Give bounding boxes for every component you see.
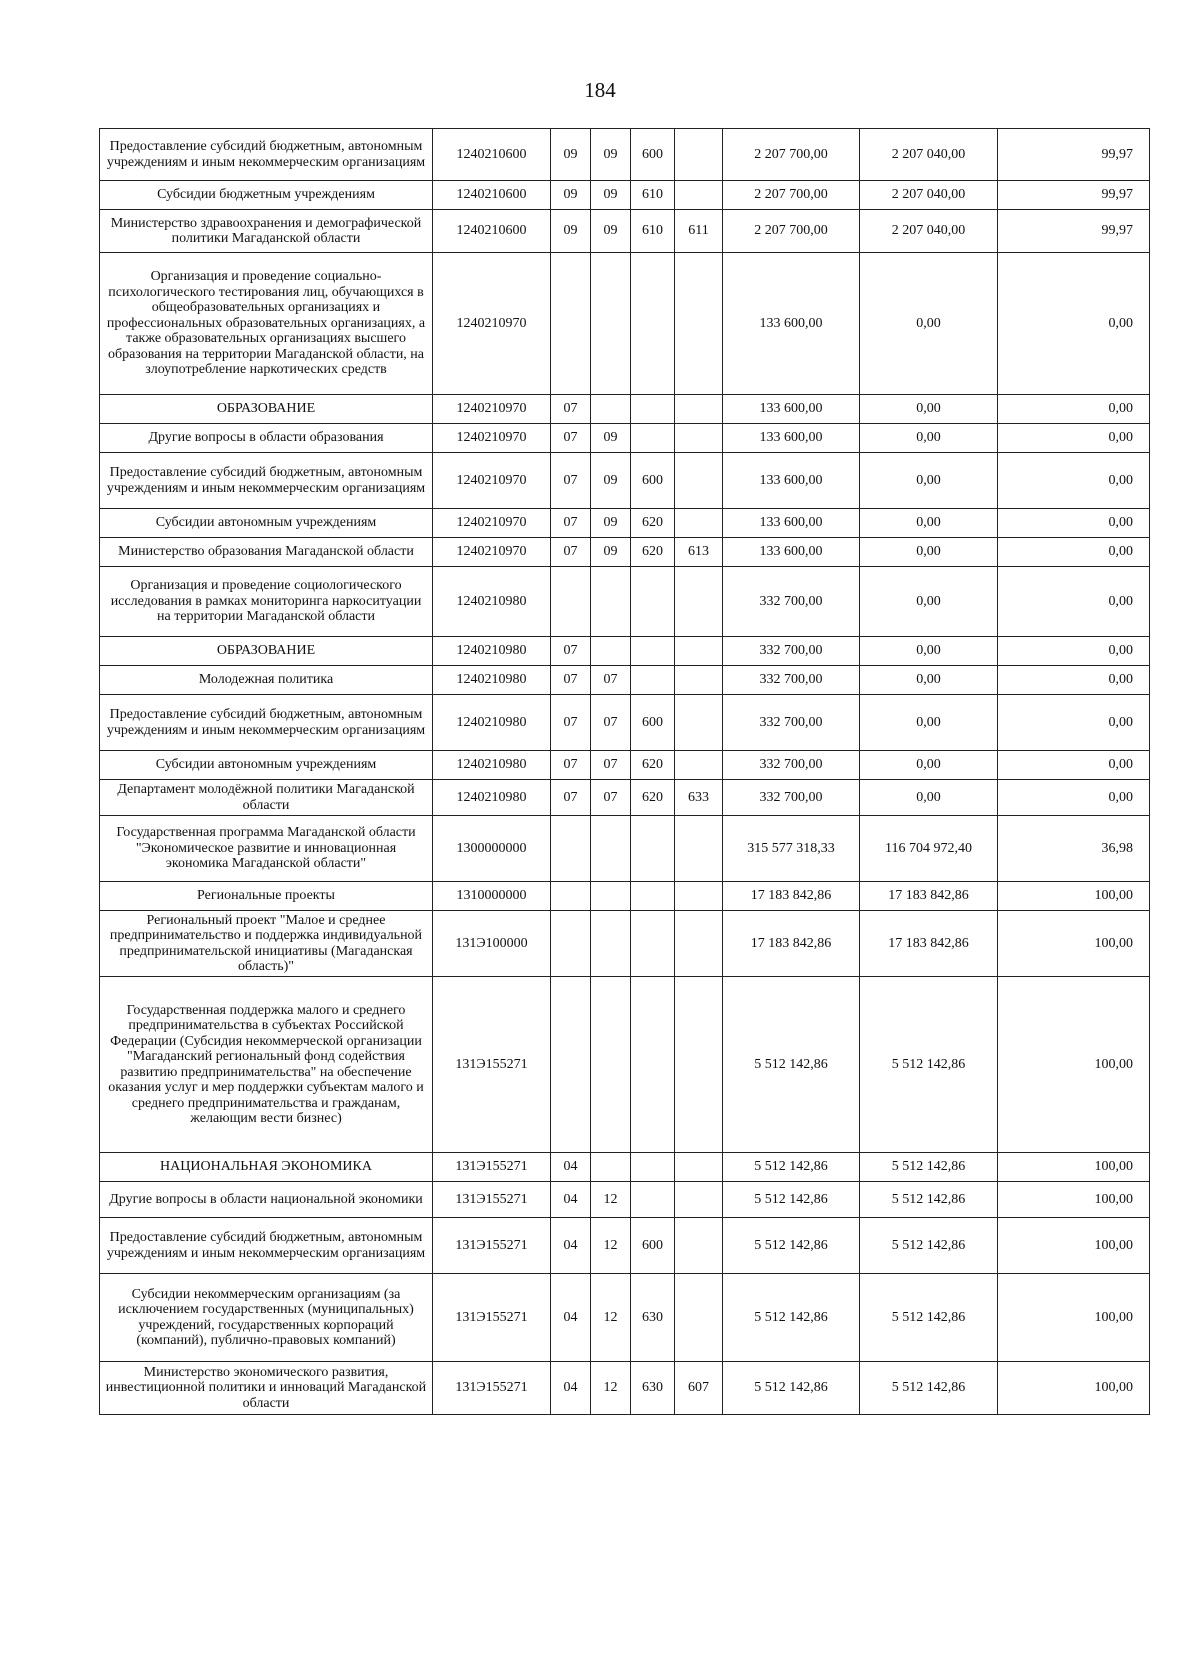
row-planned-amount-cell: 133 600,00 [723,424,860,453]
row-subsection-cell: 09 [591,129,631,181]
table-row [100,666,1150,695]
row-section-cell: 07 [551,453,591,509]
row-subsection-cell [591,977,631,1153]
table-row [100,695,1150,751]
row-ministry-code-cell [675,253,723,395]
table-row [100,395,1150,424]
row-name-cell: Департамент молодёжной политики Магаданской области [100,780,433,816]
table-row [100,210,1150,253]
row-name-cell: Региональный проект "Малое и среднее предпринимательство и поддержка индивидуальной предпринимательской инициативы (Магаданская область)" [100,911,433,977]
row-expense-type-cell [631,424,675,453]
row-percent-cell: 0,00 [998,695,1150,751]
row-subsection-cell: 12 [591,1182,631,1218]
table-row [100,1182,1150,1218]
row-name-cell: Предоставление субсидий бюджетным, автономным учреждениям и иным некоммерческим организациям [100,695,433,751]
row-code-cell: 1240210980 [433,666,551,695]
row-percent-cell: 99,97 [998,181,1150,210]
row-planned-amount-cell: 133 600,00 [723,509,860,538]
row-expense-type-cell [631,666,675,695]
row-section-cell: 09 [551,181,591,210]
row-name-cell: ОБРАЗОВАНИЕ [100,395,433,424]
row-expense-type-cell [631,816,675,882]
row-section-cell [551,911,591,977]
row-percent-cell: 0,00 [998,509,1150,538]
row-percent-cell: 0,00 [998,395,1150,424]
row-subsection-cell: 07 [591,751,631,780]
table-row [100,129,1150,181]
row-section-cell [551,977,591,1153]
row-percent-cell: 0,00 [998,751,1150,780]
row-subsection-cell [591,882,631,911]
row-subsection-cell [591,816,631,882]
row-expense-type-cell: 620 [631,751,675,780]
row-name-cell: Министерство экономического развития, инвестиционной политики и инноваций Магаданской области [100,1362,433,1415]
row-expense-type-cell [631,1182,675,1218]
row-ministry-code-cell [675,567,723,637]
row-actual-amount-cell: 0,00 [860,637,998,666]
row-actual-amount-cell: 5 512 142,86 [860,1362,998,1415]
row-section-cell [551,882,591,911]
row-actual-amount-cell: 5 512 142,86 [860,1182,998,1218]
row-actual-amount-cell: 5 512 142,86 [860,1218,998,1274]
row-ministry-code-cell [675,1182,723,1218]
row-ministry-code-cell [675,509,723,538]
row-section-cell [551,567,591,637]
row-expense-type-cell [631,882,675,911]
row-section-cell [551,253,591,395]
row-subsection-cell: 07 [591,695,631,751]
row-section-cell: 07 [551,509,591,538]
row-code-cell: 1240210980 [433,751,551,780]
row-section-cell: 07 [551,780,591,816]
row-code-cell: 131Э155271 [433,977,551,1153]
row-planned-amount-cell: 332 700,00 [723,751,860,780]
row-subsection-cell: 07 [591,780,631,816]
row-percent-cell: 0,00 [998,567,1150,637]
row-code-cell: 1310000000 [433,882,551,911]
row-ministry-code-cell [675,395,723,424]
row-subsection-cell [591,567,631,637]
row-name-cell: Предоставление субсидий бюджетным, автономным учреждениям и иным некоммерческим организациям [100,453,433,509]
row-name-cell: Субсидии автономным учреждениям [100,509,433,538]
row-planned-amount-cell: 332 700,00 [723,567,860,637]
row-percent-cell: 0,00 [998,424,1150,453]
row-expense-type-cell: 610 [631,210,675,253]
row-actual-amount-cell: 5 512 142,86 [860,1274,998,1362]
row-expense-type-cell: 600 [631,1218,675,1274]
row-percent-cell: 99,97 [998,210,1150,253]
row-code-cell: 131Э155271 [433,1218,551,1274]
row-percent-cell: 0,00 [998,538,1150,567]
table-row [100,509,1150,538]
row-subsection-cell [591,395,631,424]
row-ministry-code-cell [675,1218,723,1274]
row-percent-cell: 0,00 [998,253,1150,395]
row-section-cell: 09 [551,210,591,253]
row-ministry-code-cell [675,637,723,666]
row-code-cell: 1240210980 [433,567,551,637]
row-actual-amount-cell: 0,00 [860,253,998,395]
row-code-cell: 1240210600 [433,181,551,210]
row-planned-amount-cell: 5 512 142,86 [723,977,860,1153]
row-percent-cell: 100,00 [998,1182,1150,1218]
row-planned-amount-cell: 5 512 142,86 [723,1218,860,1274]
table-row [100,751,1150,780]
row-ministry-code-cell [675,1153,723,1182]
row-code-cell: 1240210970 [433,424,551,453]
row-actual-amount-cell: 5 512 142,86 [860,977,998,1153]
row-actual-amount-cell: 0,00 [860,395,998,424]
row-actual-amount-cell: 2 207 040,00 [860,129,998,181]
row-section-cell: 07 [551,751,591,780]
row-planned-amount-cell: 5 512 142,86 [723,1153,860,1182]
row-section-cell: 04 [551,1182,591,1218]
row-planned-amount-cell: 133 600,00 [723,538,860,567]
row-actual-amount-cell: 0,00 [860,567,998,637]
row-percent-cell: 0,00 [998,780,1150,816]
row-ministry-code-cell: 607 [675,1362,723,1415]
table-body [100,129,1150,1415]
row-name-cell: Субсидии бюджетным учреждениям [100,181,433,210]
row-planned-amount-cell: 2 207 700,00 [723,181,860,210]
row-code-cell: 1240210970 [433,453,551,509]
row-actual-amount-cell: 17 183 842,86 [860,911,998,977]
row-expense-type-cell: 620 [631,538,675,567]
row-subsection-cell: 12 [591,1218,631,1274]
row-expense-type-cell [631,253,675,395]
row-expense-type-cell: 610 [631,181,675,210]
row-planned-amount-cell: 332 700,00 [723,695,860,751]
table-row [100,181,1150,210]
row-actual-amount-cell: 0,00 [860,695,998,751]
table-row [100,977,1150,1153]
row-section-cell: 07 [551,695,591,751]
row-percent-cell: 100,00 [998,1153,1150,1182]
row-planned-amount-cell: 17 183 842,86 [723,911,860,977]
row-subsection-cell [591,911,631,977]
row-subsection-cell: 09 [591,509,631,538]
table-row [100,1153,1150,1182]
row-ministry-code-cell [675,424,723,453]
row-section-cell: 04 [551,1362,591,1415]
row-expense-type-cell: 630 [631,1274,675,1362]
row-actual-amount-cell: 0,00 [860,666,998,695]
row-actual-amount-cell: 0,00 [860,453,998,509]
row-code-cell: 131Э155271 [433,1153,551,1182]
row-subsection-cell: 09 [591,453,631,509]
row-name-cell: Субсидии некоммерческим организациям (за исключением государственных (муниципальных) учреждений, государственных корпораций (компаний), публично-правовых компаний) [100,1274,433,1362]
row-section-cell: 07 [551,395,591,424]
table-row [100,453,1150,509]
table-row [100,253,1150,395]
row-ministry-code-cell [675,666,723,695]
table-row [100,816,1150,882]
row-actual-amount-cell: 2 207 040,00 [860,210,998,253]
row-section-cell: 04 [551,1218,591,1274]
row-expense-type-cell: 600 [631,129,675,181]
row-section-cell: 07 [551,637,591,666]
row-actual-amount-cell: 0,00 [860,424,998,453]
row-planned-amount-cell: 2 207 700,00 [723,129,860,181]
table-row [100,911,1150,977]
row-planned-amount-cell: 332 700,00 [723,666,860,695]
row-percent-cell: 0,00 [998,637,1150,666]
row-name-cell: Министерство здравоохранения и демографической политики Магаданской области [100,210,433,253]
row-subsection-cell [591,253,631,395]
row-subsection-cell: 09 [591,181,631,210]
row-code-cell: 1240210980 [433,637,551,666]
row-code-cell: 131Э155271 [433,1362,551,1415]
row-percent-cell: 36,98 [998,816,1150,882]
row-actual-amount-cell: 5 512 142,86 [860,1153,998,1182]
row-actual-amount-cell: 0,00 [860,751,998,780]
row-subsection-cell: 09 [591,424,631,453]
row-name-cell: Министерство образования Магаданской области [100,538,433,567]
row-planned-amount-cell: 5 512 142,86 [723,1182,860,1218]
row-name-cell: Государственная поддержка малого и среднего предпринимательства в субъектах Российской Федерации (Субсидия некоммерческой организации "Магаданский региональный фонд содействия развитию предпринимательства" на обеспечение оказания услуг и мер поддержки субъектам малого и среднего предпринимательства и гражданам, желающим вести бизнес) [100,977,433,1153]
row-planned-amount-cell: 133 600,00 [723,395,860,424]
row-name-cell: Предоставление субсидий бюджетным, автономным учреждениям и иным некоммерческим организациям [100,129,433,181]
row-subsection-cell [591,1153,631,1182]
row-ministry-code-cell [675,453,723,509]
row-name-cell: Организация и проведение социально-психологического тестирования лиц, обучающихся в общеобразовательных организациях и профессиональных образовательных организациях, а также образовательных организациях высшего образования на территории Магаданской области, на злоупотребление наркотических средств [100,253,433,395]
row-ministry-code-cell [675,129,723,181]
row-ministry-code-cell: 613 [675,538,723,567]
row-code-cell: 1240210980 [433,695,551,751]
table-row [100,882,1150,911]
table-row [100,637,1150,666]
row-code-cell: 1240210600 [433,129,551,181]
row-section-cell: 04 [551,1153,591,1182]
table-row [100,538,1150,567]
row-percent-cell: 100,00 [998,882,1150,911]
row-planned-amount-cell: 5 512 142,86 [723,1274,860,1362]
row-ministry-code-cell [675,816,723,882]
table-row [100,567,1150,637]
row-section-cell [551,816,591,882]
row-subsection-cell: 12 [591,1362,631,1415]
budget-execution-table [99,128,1150,1415]
row-planned-amount-cell: 133 600,00 [723,253,860,395]
row-ministry-code-cell: 611 [675,210,723,253]
row-section-cell: 04 [551,1274,591,1362]
row-expense-type-cell: 600 [631,453,675,509]
row-name-cell: ОБРАЗОВАНИЕ [100,637,433,666]
row-ministry-code-cell [675,695,723,751]
row-section-cell: 09 [551,129,591,181]
row-planned-amount-cell: 133 600,00 [723,453,860,509]
row-code-cell: 131Э100000 [433,911,551,977]
row-ministry-code-cell [675,1274,723,1362]
row-percent-cell: 100,00 [998,977,1150,1153]
row-expense-type-cell [631,911,675,977]
page-number: 184 [584,78,616,102]
row-actual-amount-cell: 116 704 972,40 [860,816,998,882]
row-expense-type-cell: 630 [631,1362,675,1415]
row-actual-amount-cell: 0,00 [860,538,998,567]
row-expense-type-cell: 600 [631,695,675,751]
row-name-cell: Молодежная политика [100,666,433,695]
row-name-cell: Субсидии автономным учреждениям [100,751,433,780]
row-subsection-cell: 09 [591,538,631,567]
row-section-cell: 07 [551,538,591,567]
row-section-cell: 07 [551,666,591,695]
row-name-cell: НАЦИОНАЛЬНАЯ ЭКОНОМИКА [100,1153,433,1182]
row-percent-cell: 100,00 [998,1218,1150,1274]
row-percent-cell: 0,00 [998,453,1150,509]
table-row [100,1218,1150,1274]
row-ministry-code-cell: 633 [675,780,723,816]
row-planned-amount-cell: 5 512 142,86 [723,1362,860,1415]
row-subsection-cell: 09 [591,210,631,253]
row-code-cell: 1300000000 [433,816,551,882]
row-code-cell: 1240210970 [433,253,551,395]
row-planned-amount-cell: 315 577 318,33 [723,816,860,882]
row-expense-type-cell [631,567,675,637]
row-expense-type-cell [631,395,675,424]
row-ministry-code-cell [675,751,723,780]
table-row [100,1362,1150,1415]
table-row [100,424,1150,453]
row-expense-type-cell: 620 [631,509,675,538]
row-expense-type-cell [631,637,675,666]
row-planned-amount-cell: 332 700,00 [723,637,860,666]
row-section-cell: 07 [551,424,591,453]
row-percent-cell: 99,97 [998,129,1150,181]
row-name-cell: Другие вопросы в области национальной экономики [100,1182,433,1218]
row-ministry-code-cell [675,882,723,911]
row-percent-cell: 100,00 [998,1274,1150,1362]
row-name-cell: Государственная программа Магаданской области "Экономическое развитие и инновационная экономика Магаданской области" [100,816,433,882]
row-code-cell: 1240210970 [433,538,551,567]
row-percent-cell: 100,00 [998,911,1150,977]
row-actual-amount-cell: 2 207 040,00 [860,181,998,210]
row-code-cell: 1240210600 [433,210,551,253]
row-planned-amount-cell: 332 700,00 [723,780,860,816]
row-planned-amount-cell: 2 207 700,00 [723,210,860,253]
table-row [100,780,1150,816]
row-subsection-cell [591,637,631,666]
row-expense-type-cell [631,977,675,1153]
row-expense-type-cell [631,1153,675,1182]
row-ministry-code-cell [675,911,723,977]
row-name-cell: Предоставление субсидий бюджетным, автономным учреждениям и иным некоммерческим организациям [100,1218,433,1274]
row-code-cell: 131Э155271 [433,1274,551,1362]
table-row [100,1274,1150,1362]
row-expense-type-cell: 620 [631,780,675,816]
row-subsection-cell: 07 [591,666,631,695]
row-code-cell: 1240210980 [433,780,551,816]
row-name-cell: Региональные проекты [100,882,433,911]
row-actual-amount-cell: 17 183 842,86 [860,882,998,911]
row-name-cell: Организация и проведение социологического исследования в рамках мониторинга наркоситуации на территории Магаданской области [100,567,433,637]
row-subsection-cell: 12 [591,1274,631,1362]
row-code-cell: 131Э155271 [433,1182,551,1218]
row-actual-amount-cell: 0,00 [860,780,998,816]
row-code-cell: 1240210970 [433,509,551,538]
row-planned-amount-cell: 17 183 842,86 [723,882,860,911]
row-ministry-code-cell [675,977,723,1153]
row-name-cell: Другие вопросы в области образования [100,424,433,453]
row-ministry-code-cell [675,181,723,210]
row-code-cell: 1240210970 [433,395,551,424]
row-percent-cell: 100,00 [998,1362,1150,1415]
row-actual-amount-cell: 0,00 [860,509,998,538]
row-percent-cell: 0,00 [998,666,1150,695]
